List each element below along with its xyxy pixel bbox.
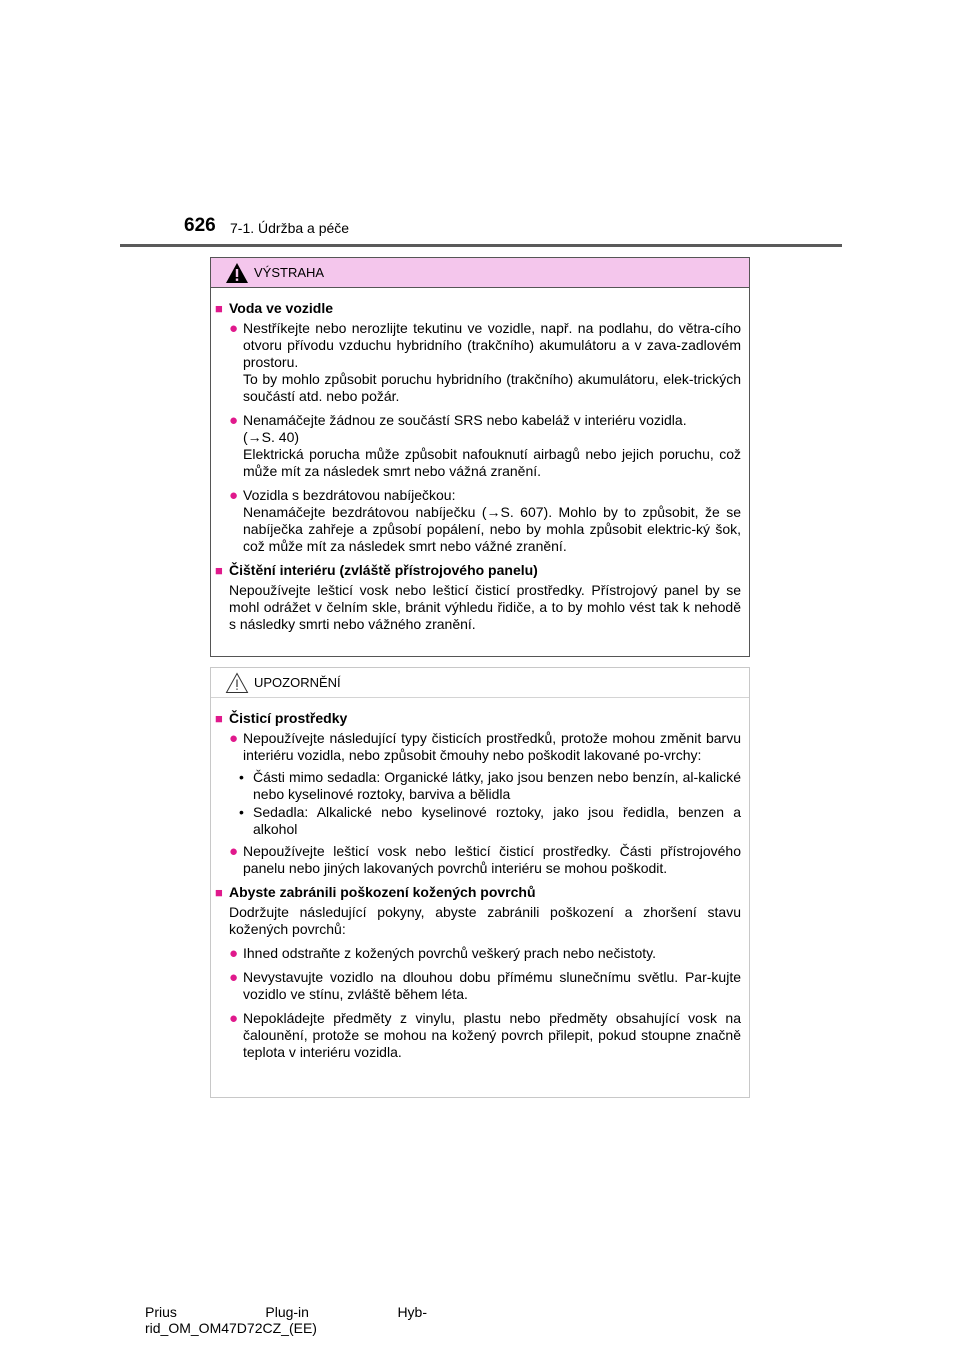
square-bullet-icon: ■: [215, 711, 223, 726]
section-title-leather: ■ Abyste zabránili poškození kožených povrchů: [215, 884, 536, 900]
circle-bullet-icon: ●: [229, 412, 239, 429]
list-item: ● Nepoužívejte následující typy čisticích prostředků, protože mohou změnit barvu interiéru vozidla, nebo způsobit čmouhy nebo poškodit lakované po-vrchy:: [229, 730, 741, 763]
notice-section-leather: [215, 884, 741, 1061]
warning-header: [211, 258, 749, 288]
footer-word: Plug-in: [265, 1304, 309, 1320]
circle-bullet-icon: ●: [229, 320, 239, 337]
page-number: 626: [184, 215, 216, 236]
footer-code: rid_OM_OM47D72CZ_(EE): [145, 1320, 317, 1336]
circle-bullet-icon: ●: [229, 945, 239, 962]
list-item: ● Vozidla s bezdrátovou nabíječkou: Nenamáčejte bezdrátovou nabíječku (→S. 607). Mohlo by to způsobit, že se nabíječka zahřeje a způsobí popálení, nebo by mohla způsobit elektric-ký šok, což může mít za následek smrt nebo vážné zranění.: [229, 487, 741, 554]
list-item: ● Nevystavujte vozidlo na dlouhou dobu přímému slunečnímu světlu. Par-kujte vozidlo ve stínu, zvláště během léta.: [229, 969, 741, 1002]
warning-section-water: [215, 300, 741, 555]
footer-word: Hyb-: [397, 1304, 427, 1320]
warning-triangle-icon: [225, 262, 249, 284]
square-bullet-icon: ■: [215, 301, 223, 316]
notice-header: [211, 668, 749, 698]
list-item: ● Nepoužívejte lešticí vosk nebo lešticí čisticí prostředky. Části přístrojového panelu nebo jiných lakovaných povrchů interiéru se mohou poškodit.: [229, 843, 741, 876]
circle-bullet-icon: ●: [229, 969, 239, 986]
section-title-interior: ■ Čištění interiéru (zvláště přístrojového panelu): [215, 562, 538, 578]
paragraph: Nepoužívejte lešticí vosk nebo lešticí čisticí prostředky. Přístrojový panel by se mohl odrážet v čelním skle, bránit výhledu řidiče, a to by mohlo vést tak k nehodě s následky smrti nebo vážného zranění.: [229, 582, 741, 632]
notice-box: [210, 667, 750, 1098]
paragraph: Dodržujte následující pokyny, abyste zabránili poškození a zhoršení stavu kožených povrchů:: [229, 904, 741, 937]
warning-box: [210, 257, 750, 657]
footer-word: Prius: [145, 1304, 177, 1320]
warning-body: [211, 288, 749, 633]
list-item: ● Nenamáčejte žádnou ze součástí SRS nebo kabeláž v interiéru vozidla. (→S. 40) Elektrická porucha může způsobit nafouknutí airbagů nebo jejich poruchu, což může mít za následek smrt nebo vážná zranění.: [229, 412, 741, 479]
section-title: 7-1. Údržba a péče: [230, 220, 350, 236]
warning-label: VÝSTRAHA: [254, 265, 325, 280]
notice-body: [211, 698, 749, 1061]
section-title-cleaners: ■ Čisticí prostředky: [215, 710, 348, 726]
square-bullet-icon: ■: [215, 563, 223, 578]
list-item: ● Ihned odstraňte z kožených povrchů veškerý prach nebo nečistoty.: [229, 945, 656, 962]
caution-triangle-icon: [225, 672, 249, 694]
notice-label: UPOZORNĚNÍ: [254, 675, 341, 690]
sub-list-item: • Sedadla: Alkalické nebo kyselinové roztoky, jako jsou ředidla, benzen a alkohol: [239, 804, 741, 837]
circle-bullet-icon: ●: [229, 730, 239, 747]
list-item: ● Nepokládejte předměty z vinylu, plastu nebo předměty obsahující vosk na čalounění, protože se mohou na kožený povrch přilepit, pokud stoupne značně teplota v interiéru vozidla.: [229, 1010, 741, 1060]
circle-bullet-icon: ●: [229, 1010, 239, 1027]
square-bullet-icon: ■: [215, 885, 223, 900]
sub-list-item: • Části mimo sedadla: Organické látky, jako jsou benzen nebo benzín, al-kalické nebo kyselinové roztoky, barviva a bělidla: [239, 769, 741, 802]
list-item: ● Nestříkejte nebo nerozlijte tekutinu ve vozidle, např. na podlahu, do větra-cího otvoru přívodu vzduchu hybridního (trakčního) akumulátoru a v zava-zadlovém prostoru. To by mohlo způsobit poruchu hybridního (trakčního) akumulátoru, elek-trických součástí atd. nebo požár.: [229, 320, 741, 404]
circle-bullet-icon: ●: [229, 843, 239, 860]
header-rule: [120, 244, 842, 247]
notice-section-cleaners: [215, 710, 741, 877]
circle-bullet-icon: ●: [229, 487, 239, 504]
section-title-water: ■ Voda ve vozidle: [215, 300, 333, 316]
footer: [145, 1304, 427, 1336]
warning-section-interior: [215, 562, 741, 633]
